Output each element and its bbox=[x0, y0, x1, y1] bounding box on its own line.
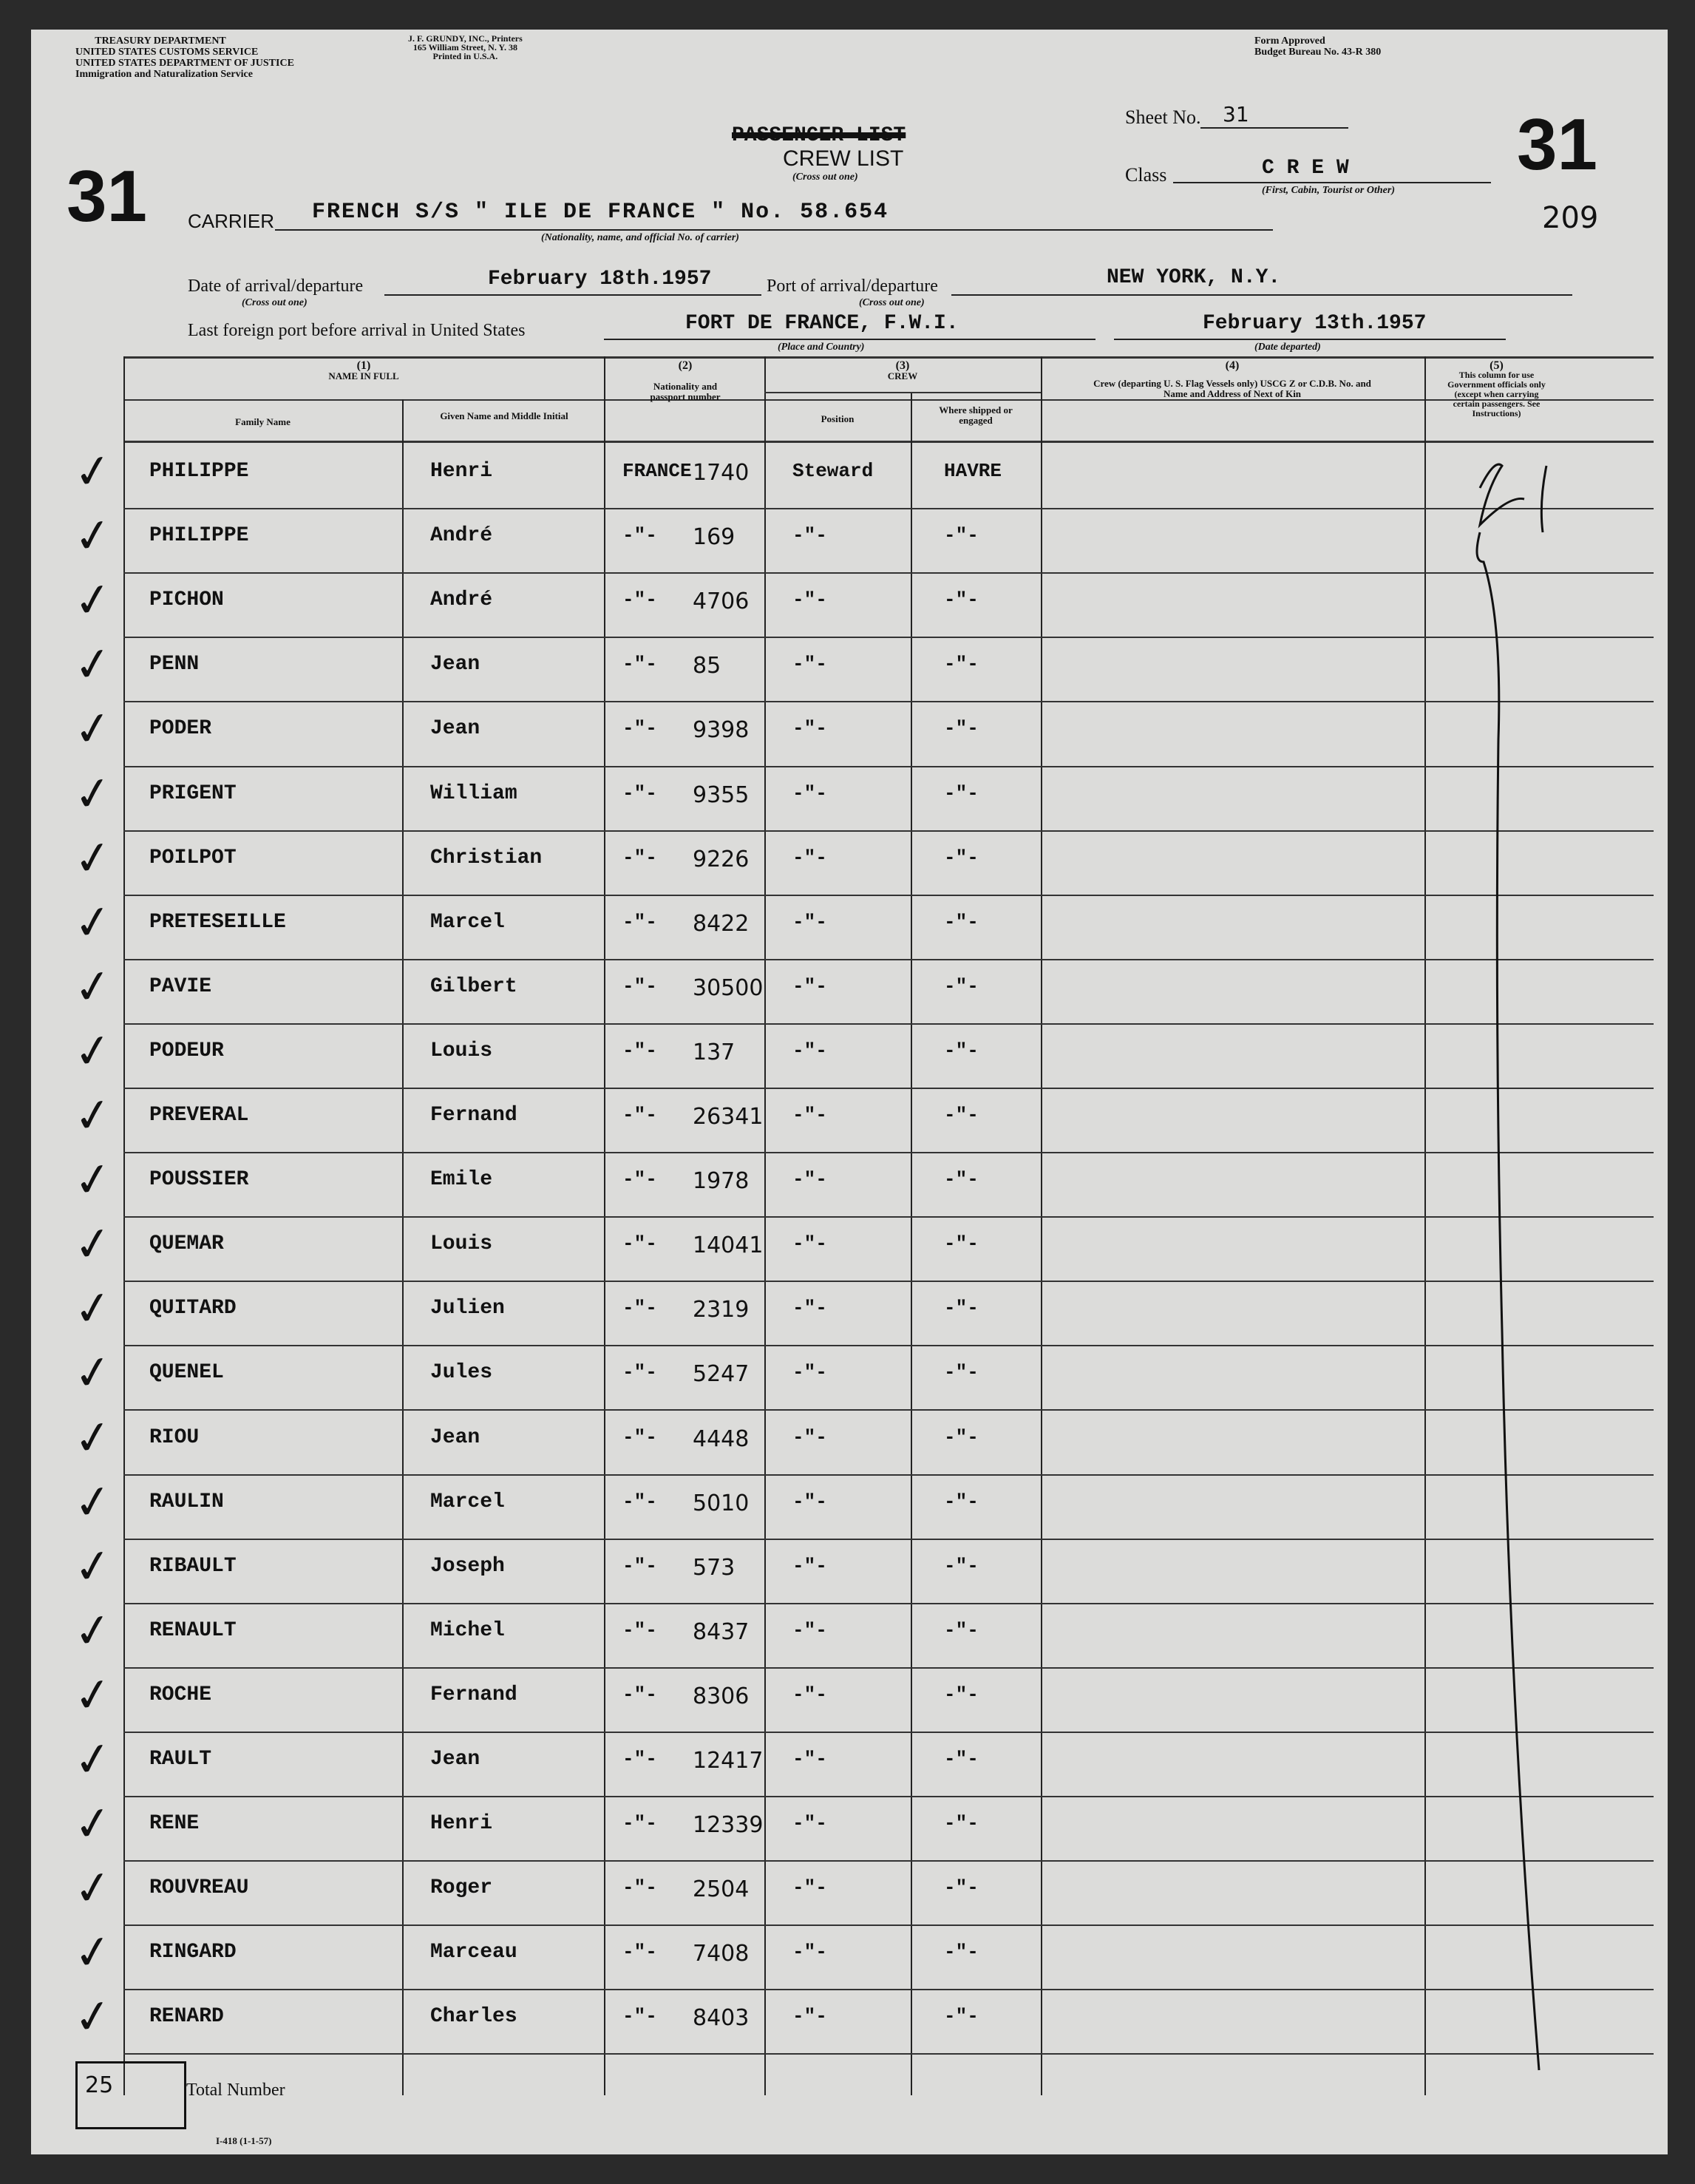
family-name-cell: RINGARD bbox=[149, 1941, 237, 1964]
table-left-border bbox=[123, 356, 125, 2095]
printer-line-3: Printed in U.S.A. bbox=[432, 51, 498, 61]
family-name-cell: PRETESEILLE bbox=[149, 911, 286, 934]
given-name-cell: Jean bbox=[430, 653, 480, 676]
check-mark-icon: ✓ bbox=[70, 1088, 116, 1144]
family-name-cell: PAVIE bbox=[149, 975, 212, 998]
family-name-cell: ROUVREAU bbox=[149, 1876, 249, 1899]
class-field bbox=[1173, 157, 1491, 183]
given-name-cell: André bbox=[430, 589, 493, 611]
agency-header bbox=[75, 35, 294, 80]
shipped-cell: -"- bbox=[944, 1748, 979, 1770]
col2-number: (2) bbox=[678, 359, 693, 372]
family-name-cell: PENN bbox=[149, 653, 200, 676]
arrival-port-value: NEW YORK, N.Y. bbox=[1107, 266, 1281, 289]
row-divider bbox=[123, 1409, 1654, 1411]
check-mark-icon: ✓ bbox=[70, 1539, 116, 1595]
nationality-cell: -"- bbox=[622, 1040, 657, 1062]
last-port-label: Last foreign port before arrival in United States bbox=[188, 321, 526, 340]
nationality-cell: FRANCE bbox=[622, 460, 692, 482]
total-number-value: 25 bbox=[85, 2072, 114, 2098]
shipped-cell: -"- bbox=[944, 1104, 979, 1126]
given-name-cell: Julien bbox=[430, 1297, 505, 1320]
check-mark-icon: ✓ bbox=[70, 895, 116, 952]
position-cell: -"- bbox=[792, 1683, 827, 1706]
col1-number: (1) bbox=[356, 359, 371, 372]
col1-title: NAME IN FULL bbox=[328, 370, 399, 381]
nationality-cell: -"- bbox=[622, 2005, 657, 2027]
shipped-cell: -"- bbox=[944, 1876, 979, 1899]
passport-cell: 1740 bbox=[693, 460, 750, 486]
sheet-number-large-right: 31 bbox=[1517, 104, 1598, 185]
crew-list-form bbox=[31, 30, 1668, 2154]
passport-cell: 137 bbox=[693, 1040, 736, 1065]
family-name-cell: RAULIN bbox=[149, 1491, 224, 1513]
col4-header bbox=[1062, 361, 1402, 399]
given-name-header: Given Name and Middle Initial bbox=[440, 410, 568, 421]
given-name-cell: Jean bbox=[430, 1426, 480, 1449]
printer-line-1: J. F. GRUNDY, INC., Printers bbox=[408, 33, 523, 44]
shipped-cell: -"- bbox=[944, 1426, 979, 1448]
shipped-cell: -"- bbox=[944, 847, 979, 869]
nationality-cell: -"- bbox=[622, 1491, 657, 1513]
check-mark-icon: ✓ bbox=[70, 1667, 116, 1724]
passport-cell: 30500 bbox=[693, 975, 764, 1001]
passport-cell: 14041 bbox=[693, 1232, 764, 1258]
check-mark-icon: ✓ bbox=[70, 1732, 116, 1788]
check-mark-icon: ✓ bbox=[70, 1860, 116, 1917]
nationality-cell: -"- bbox=[622, 717, 657, 739]
agency-line-3: UNITED STATES DEPARTMENT OF JUSTICE bbox=[75, 58, 294, 69]
col3-header bbox=[764, 361, 1041, 381]
passport-cell: 2319 bbox=[693, 1297, 750, 1323]
arrival-date-label: Date of arrival/departure bbox=[188, 277, 364, 296]
shipped-cell: -"- bbox=[944, 1232, 979, 1255]
shipped-cell: -"- bbox=[944, 1168, 979, 1190]
col2-header bbox=[615, 361, 755, 402]
check-mark-icon: ✓ bbox=[70, 1924, 116, 1981]
family-name-cell: RENAULT bbox=[149, 1619, 237, 1642]
nationality-cell: -"- bbox=[622, 1812, 657, 1834]
col3-title: CREW bbox=[887, 370, 918, 381]
check-mark-icon: ✓ bbox=[70, 637, 116, 693]
given-name-cell: William bbox=[430, 782, 517, 805]
position-header: Position bbox=[821, 413, 855, 424]
row-divider bbox=[123, 1023, 1654, 1025]
list-type-note: (Cross out one) bbox=[792, 172, 858, 183]
passport-cell: 4448 bbox=[693, 1426, 750, 1452]
agency-line-2: UNITED STATES CUSTOMS SERVICE bbox=[75, 47, 259, 58]
family-name-cell: ROCHE bbox=[149, 1683, 212, 1706]
row-divider bbox=[123, 1796, 1654, 1797]
shipped-cell: HAVRE bbox=[944, 460, 1002, 482]
row-divider bbox=[123, 1667, 1654, 1669]
form-approved-line-2: Budget Bureau No. 43-R 380 bbox=[1254, 47, 1382, 58]
position-cell: -"- bbox=[792, 1555, 827, 1577]
agency-line-4: Immigration and Naturalization Service bbox=[75, 69, 253, 80]
family-name-cell: RIOU bbox=[149, 1426, 200, 1449]
position-cell: -"- bbox=[792, 1876, 827, 1899]
given-name-cell: Joseph bbox=[430, 1555, 505, 1578]
given-name-cell: Roger bbox=[430, 1876, 493, 1899]
col4-number: (4) bbox=[1225, 359, 1240, 372]
row-divider bbox=[123, 1989, 1654, 1990]
given-name-cell: André bbox=[430, 524, 493, 547]
row-divider bbox=[123, 1345, 1654, 1346]
class-label: Class bbox=[1125, 164, 1167, 186]
nationality-cell: -"- bbox=[622, 524, 657, 546]
nationality-cell: -"- bbox=[622, 782, 657, 804]
shipped-cell: -"- bbox=[944, 1683, 979, 1706]
col5-header bbox=[1432, 361, 1561, 418]
nationality-cell: -"- bbox=[622, 1361, 657, 1383]
passport-cell: 2504 bbox=[693, 1876, 750, 1902]
nationality-cell: -"- bbox=[622, 1619, 657, 1641]
check-mark-icon: ✓ bbox=[70, 1603, 116, 1660]
position-cell: -"- bbox=[792, 1812, 827, 1834]
passport-cell: 5010 bbox=[693, 1491, 750, 1516]
passport-cell: 8403 bbox=[693, 2005, 750, 2031]
family-name-header: Family Name bbox=[235, 416, 291, 427]
passport-cell: 1978 bbox=[693, 1168, 750, 1194]
col5-number: (5) bbox=[1490, 359, 1504, 372]
row-divider bbox=[123, 1216, 1654, 1218]
position-cell: -"- bbox=[792, 1232, 827, 1255]
printer-line-2: 165 William Street, N. Y. 38 bbox=[412, 42, 517, 52]
shipped-cell: -"- bbox=[944, 782, 979, 804]
row-divider bbox=[123, 830, 1654, 832]
col-divider-family-given bbox=[402, 399, 404, 2095]
family-name-cell: QUENEL bbox=[149, 1361, 224, 1384]
class-value: C R E W bbox=[1262, 157, 1349, 180]
position-cell: Steward bbox=[792, 460, 874, 482]
nationality-cell: -"- bbox=[622, 589, 657, 611]
shipped-cell: -"- bbox=[944, 1361, 979, 1383]
sheet-label: Sheet No. bbox=[1125, 106, 1201, 128]
last-port-note: (Place and Country) bbox=[778, 342, 865, 353]
sheet-number-large-left: 31 bbox=[67, 155, 148, 237]
row-divider bbox=[123, 1732, 1654, 1733]
shipped-cell: -"- bbox=[944, 1491, 979, 1513]
shipped-cell: -"- bbox=[944, 1941, 979, 1963]
arrival-date-note: (Cross out one) bbox=[242, 297, 308, 308]
row-divider bbox=[123, 572, 1654, 574]
shipped-cell: -"- bbox=[944, 1619, 979, 1641]
check-mark-icon: ✓ bbox=[70, 1989, 116, 2046]
row-divider bbox=[123, 895, 1654, 896]
check-mark-icon: ✓ bbox=[70, 766, 116, 823]
list-title: CREW LIST bbox=[783, 146, 904, 171]
shipped-cell: -"- bbox=[944, 975, 979, 997]
passport-cell: 9226 bbox=[693, 847, 750, 872]
family-name-cell: RENARD bbox=[149, 2005, 224, 2028]
check-mark-icon: ✓ bbox=[70, 1474, 116, 1531]
family-name-cell: POILPOT bbox=[149, 847, 237, 869]
passport-cell: 12417 bbox=[693, 1748, 764, 1774]
passport-cell: 26341 bbox=[693, 1104, 764, 1130]
check-mark-icon: ✓ bbox=[70, 1216, 116, 1273]
class-note: (First, Cabin, Tourist or Other) bbox=[1262, 185, 1395, 196]
given-name-cell: Marcel bbox=[430, 1491, 505, 1513]
arrival-date-field bbox=[384, 265, 761, 296]
nationality-cell: -"- bbox=[622, 1941, 657, 1963]
family-name-cell: RENE bbox=[149, 1812, 200, 1835]
nationality-cell: -"- bbox=[622, 911, 657, 933]
last-port-value: FORT DE FRANCE, F.W.I. bbox=[685, 312, 959, 335]
given-name-cell: Jean bbox=[430, 717, 480, 740]
position-cell: -"- bbox=[792, 975, 827, 997]
position-cell: -"- bbox=[792, 1619, 827, 1641]
passport-cell: 9398 bbox=[693, 717, 750, 743]
shipped-cell: -"- bbox=[944, 911, 979, 933]
position-cell: -"- bbox=[792, 911, 827, 933]
nationality-cell: -"- bbox=[622, 1297, 657, 1319]
given-name-cell: Fernand bbox=[430, 1104, 517, 1127]
shipped-cell: -"- bbox=[944, 653, 979, 675]
col4-title: Crew (departing U. S. Flag Vessels only) USCG Z or C.D.B. No. and Name and Address of Next of Kin bbox=[1093, 378, 1371, 399]
passport-cell: 7408 bbox=[693, 1941, 750, 1967]
row-divider bbox=[123, 1281, 1654, 1282]
family-name-cell: PREVERAL bbox=[149, 1104, 249, 1127]
position-cell: -"- bbox=[792, 782, 827, 804]
shipped-cell: -"- bbox=[944, 1555, 979, 1577]
passport-cell: 8422 bbox=[693, 911, 750, 937]
last-port-field bbox=[604, 309, 1096, 340]
family-name-cell: PRIGENT bbox=[149, 782, 237, 805]
shipped-cell: -"- bbox=[944, 1297, 979, 1319]
passport-cell: 9355 bbox=[693, 782, 750, 808]
position-cell: -"- bbox=[792, 2005, 827, 2027]
check-mark-icon: ✓ bbox=[70, 701, 116, 758]
family-name-cell: PHILIPPE bbox=[149, 460, 249, 483]
given-name-cell: Fernand bbox=[430, 1683, 517, 1706]
position-cell: -"- bbox=[792, 1168, 827, 1190]
col1-header bbox=[123, 361, 604, 381]
row-divider bbox=[123, 1474, 1654, 1476]
row-divider bbox=[123, 959, 1654, 960]
carrier-value: FRENCH S/S " ILE DE FRANCE " No. 58.654 bbox=[312, 200, 889, 225]
carrier-label: CARRIER bbox=[188, 210, 275, 232]
nationality-cell: -"- bbox=[622, 1168, 657, 1190]
shipped-cell: -"- bbox=[944, 589, 979, 611]
arrival-port-field bbox=[951, 265, 1572, 296]
position-cell: -"- bbox=[792, 1361, 827, 1383]
given-name-cell: Christian bbox=[430, 847, 543, 869]
row-divider bbox=[123, 508, 1654, 509]
col-divider-2 bbox=[604, 356, 605, 2095]
position-cell: -"- bbox=[792, 1941, 827, 1963]
check-mark-icon: ✓ bbox=[70, 1345, 116, 1402]
carrier-field bbox=[275, 197, 1273, 231]
given-name-cell: Henri bbox=[430, 460, 493, 483]
sheet-value: 31 bbox=[1223, 102, 1249, 126]
given-name-cell: Marceau bbox=[430, 1941, 517, 1964]
total-number-box bbox=[75, 2061, 186, 2129]
nationality-cell: -"- bbox=[622, 847, 657, 869]
col-divider-4 bbox=[1041, 356, 1042, 2095]
position-cell: -"- bbox=[792, 524, 827, 546]
given-name-cell: Michel bbox=[430, 1619, 505, 1642]
position-cell: -"- bbox=[792, 1748, 827, 1770]
row-divider bbox=[123, 1539, 1654, 1540]
row-divider bbox=[123, 1152, 1654, 1153]
agency-line-1: TREASURY DEPARTMENT bbox=[95, 35, 226, 47]
nationality-cell: -"- bbox=[622, 1555, 657, 1577]
last-port-date-note: (Date departed) bbox=[1254, 342, 1321, 353]
family-name-cell: PODER bbox=[149, 717, 212, 740]
row-divider bbox=[123, 1603, 1654, 1604]
family-name-cell: POUSSIER bbox=[149, 1168, 249, 1191]
given-name-cell: Louis bbox=[430, 1232, 493, 1255]
crew-subheader-line bbox=[764, 392, 1041, 393]
position-cell: -"- bbox=[792, 589, 827, 611]
check-mark-icon: ✓ bbox=[70, 1796, 116, 1853]
position-cell: -"- bbox=[792, 1491, 827, 1513]
col-divider-position-shipped bbox=[911, 392, 912, 2095]
check-mark-icon: ✓ bbox=[70, 1152, 116, 1209]
given-name-cell: Jules bbox=[430, 1361, 493, 1384]
family-name-cell: RIBAULT bbox=[149, 1555, 237, 1578]
check-mark-icon: ✓ bbox=[70, 830, 116, 887]
shipped-cell: -"- bbox=[944, 1812, 979, 1834]
check-mark-icon: ✓ bbox=[70, 1410, 116, 1467]
family-name-cell: QUITARD bbox=[149, 1297, 237, 1320]
passport-cell: 85 bbox=[693, 653, 721, 679]
carrier-note: (Nationality, name, and official No. of carrier) bbox=[541, 232, 739, 243]
position-cell: -"- bbox=[792, 1297, 827, 1319]
col2-title: Nationality and passport number bbox=[650, 381, 721, 402]
passport-cell: 169 bbox=[693, 524, 736, 550]
arrival-date-value: February 18th.1957 bbox=[488, 268, 712, 291]
check-mark-icon: ✓ bbox=[70, 1281, 116, 1337]
family-name-cell: PODEUR bbox=[149, 1040, 224, 1062]
shipped-cell: -"- bbox=[944, 717, 979, 739]
given-name-cell: Louis bbox=[430, 1040, 493, 1062]
arrival-port-label: Port of arrival/departure bbox=[767, 277, 938, 296]
form-code: I-418 (1-1-57) bbox=[216, 2135, 272, 2146]
form-approved-line-1: Form Approved bbox=[1254, 35, 1325, 47]
check-mark-icon: ✓ bbox=[70, 508, 116, 565]
passport-cell: 8306 bbox=[693, 1683, 750, 1709]
row-divider bbox=[123, 701, 1654, 702]
family-name-cell: QUEMAR bbox=[149, 1232, 224, 1255]
arrival-port-note: (Cross out one) bbox=[859, 297, 925, 308]
given-name-cell: Henri bbox=[430, 1812, 493, 1835]
official-handwritten-mark bbox=[1428, 444, 1561, 2100]
passport-cell: 8437 bbox=[693, 1619, 750, 1645]
check-mark-icon: ✓ bbox=[70, 572, 116, 629]
position-cell: -"- bbox=[792, 653, 827, 675]
passport-cell: 12339 bbox=[693, 1812, 764, 1838]
passport-cell: 573 bbox=[693, 1555, 736, 1581]
form-approved bbox=[1254, 35, 1381, 58]
nationality-cell: -"- bbox=[622, 1748, 657, 1770]
nationality-cell: -"- bbox=[622, 1426, 657, 1448]
col-divider-5 bbox=[1424, 356, 1426, 2095]
passport-cell: 4706 bbox=[693, 589, 750, 614]
col5-title: This column for use Government officials only (except when carrying certain passengers. See Instructions) bbox=[1447, 370, 1546, 418]
position-cell: -"- bbox=[792, 1104, 827, 1126]
stamp-number: 209 bbox=[1542, 201, 1599, 235]
check-mark-icon: ✓ bbox=[70, 1023, 116, 1080]
printer-note bbox=[408, 34, 523, 61]
nationality-cell: -"- bbox=[622, 1104, 657, 1126]
total-number-label: Total Number bbox=[186, 2080, 285, 2100]
nationality-cell: -"- bbox=[622, 1232, 657, 1255]
position-cell: -"- bbox=[792, 1426, 827, 1448]
given-name-cell: Marcel bbox=[430, 911, 505, 934]
given-name-cell: Gilbert bbox=[430, 975, 517, 998]
col3-number: (3) bbox=[895, 359, 910, 372]
check-mark-icon: ✓ bbox=[70, 444, 116, 501]
sheet-field bbox=[1200, 101, 1348, 129]
nationality-cell: -"- bbox=[622, 653, 657, 675]
passport-cell: 5247 bbox=[693, 1361, 750, 1387]
last-port-date-value: February 13th.1957 bbox=[1203, 312, 1427, 335]
shipped-cell: -"- bbox=[944, 2005, 979, 2027]
shipped-cell: -"- bbox=[944, 1040, 979, 1062]
row-divider bbox=[123, 1860, 1654, 1862]
given-name-cell: Jean bbox=[430, 1748, 480, 1771]
position-cell: -"- bbox=[792, 1040, 827, 1062]
row-divider bbox=[123, 1924, 1654, 1926]
passenger-list-crossed: PASSENGER LIST bbox=[732, 124, 906, 147]
col-divider-3 bbox=[764, 356, 766, 2095]
nationality-cell: -"- bbox=[622, 975, 657, 997]
check-mark-icon: ✓ bbox=[70, 959, 116, 1016]
row-divider bbox=[123, 637, 1654, 638]
shipped-cell: -"- bbox=[944, 524, 979, 546]
family-name-cell: PHILIPPE bbox=[149, 524, 249, 547]
row-divider bbox=[123, 2053, 1654, 2055]
nationality-cell: -"- bbox=[622, 1683, 657, 1706]
row-divider bbox=[123, 1088, 1654, 1089]
given-name-cell: Charles bbox=[430, 2005, 517, 2028]
last-port-date-field bbox=[1114, 309, 1506, 340]
family-name-cell: RAULT bbox=[149, 1748, 212, 1771]
nationality-cell: -"- bbox=[622, 1876, 657, 1899]
row-divider bbox=[123, 766, 1654, 767]
family-name-cell: PICHON bbox=[149, 589, 224, 611]
shipped-header: Where shipped or engaged bbox=[939, 404, 1013, 426]
given-name-cell: Emile bbox=[430, 1168, 493, 1191]
position-cell: -"- bbox=[792, 717, 827, 739]
position-cell: -"- bbox=[792, 847, 827, 869]
